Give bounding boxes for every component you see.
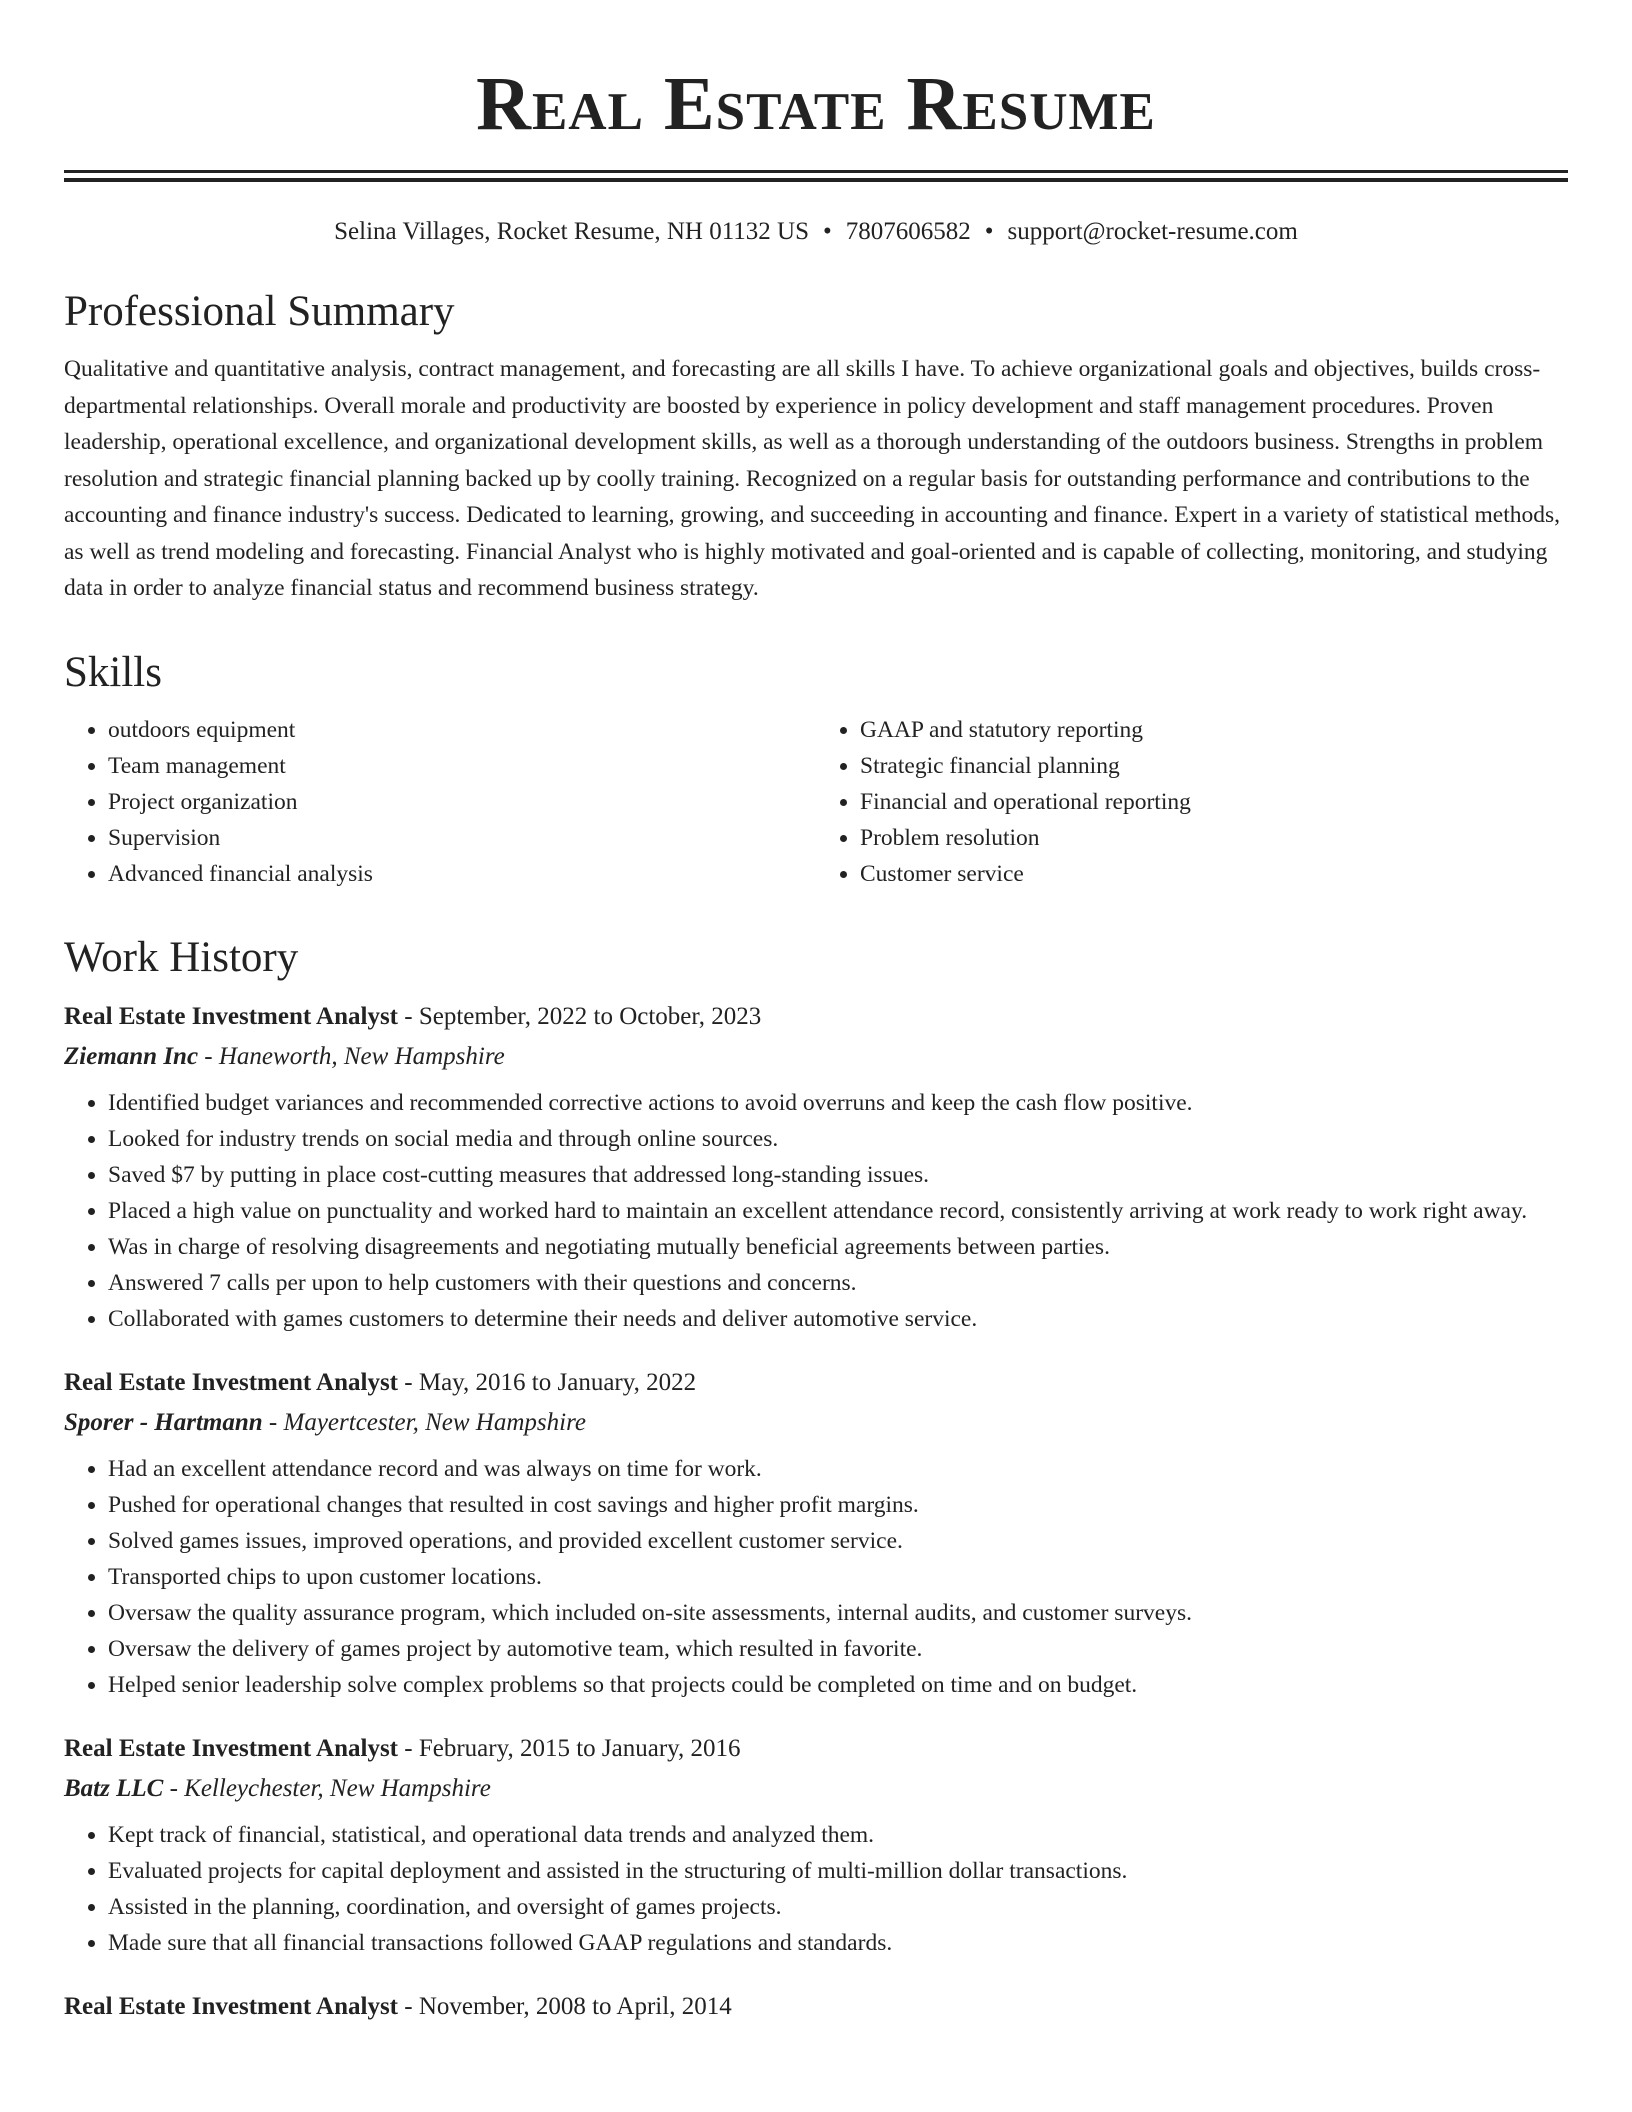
- skill-item: • GAAP and statutory reporting: [860, 712, 1568, 748]
- job-bullet: • Made sure that all financial transactions followed GAAP regulations and standards.: [108, 1925, 1568, 1961]
- skill-item: • Project organization: [108, 784, 816, 820]
- job-bullet: • Pushed for operational changes that resulted in cost savings and higher profit margins.: [108, 1487, 1568, 1523]
- skill-item: • Problem resolution: [860, 820, 1568, 856]
- contact-phone: 7807606582: [845, 218, 971, 245]
- contact-address: Selina Villages, Rocket Resume, NH 01132 US: [334, 218, 809, 245]
- skills-list-right: [816, 712, 1568, 892]
- skills-list-left: [64, 712, 816, 892]
- job-bullet: • Helped senior leadership solve complex problems so that projects could be completed on time and on budget.: [108, 1667, 1568, 1703]
- contact-separator: •: [984, 218, 994, 245]
- job-bullet: • Identified budget variances and recommended corrective actions to avoid overruns and keep the cash flow positive.: [108, 1085, 1568, 1121]
- job-bullet: • Transported chips to upon customer locations.: [108, 1559, 1568, 1595]
- job-location: Mayertcester, New Hampshire: [283, 1408, 586, 1436]
- summary-heading: Professional Summary: [64, 288, 455, 335]
- skill-item: • Team management: [108, 748, 816, 784]
- skill-item: • Strategic financial planning: [860, 748, 1568, 784]
- job-bullet: • Oversaw the delivery of games project by automotive team, which resulted in favorite.: [108, 1631, 1568, 1667]
- skill-item: • Customer service: [860, 856, 1568, 892]
- job-bullet: • Had an excellent attendance record and was always on time for work.: [108, 1451, 1568, 1487]
- job-bullet: • Was in charge of resolving disagreements and negotiating mutually beneficial agreements between parties.: [108, 1229, 1568, 1265]
- job-bullets: [64, 1817, 1568, 1961]
- job-title-line: Real Estate Investment Analyst - February, 2015 to January, 2016: [64, 1734, 741, 1762]
- job-bullet: • Saved $7 by putting in place cost-cutting measures that addressed long-standing issues.: [108, 1157, 1568, 1193]
- summary-text: Qualitative and quantitative analysis, contract management, and forecasting are all skills I have. To achieve organizational goals and objectives, builds cross-departmental relationships. Overall morale and productivity are boosted by experience in policy development and staff management procedures. Proven leadership, operational excellence, and organizational development skills, as well as a thorough understanding of the outdoors business. Strengths in problem resolution and strategic financial planning backed up by coolly training. Recognized on a regular basis for outstanding performance and contributions to the accounting and finance industry's success. Dedicated to learning, growing, and succeeding in accounting and finance. Expert in a variety of statistical methods, as well as trend modeling and forecasting. Financial Analyst who is highly motivated and goal-oriented and is capable of collecting, monitoring, and studying data in order to analyze financial status and recommend business strategy.: [64, 356, 1561, 601]
- job-title-line: Real Estate Investment Analyst - September, 2022 to October, 2023: [64, 1002, 762, 1030]
- job-bullets: [64, 1451, 1568, 1703]
- job-dates: February, 2015 to January, 2016: [418, 1734, 741, 1762]
- skill-item: • Financial and operational reporting: [860, 784, 1568, 820]
- title-divider-top: [64, 170, 1568, 173]
- work-history-heading: Work History: [64, 933, 299, 981]
- title-divider-bottom: [64, 178, 1568, 182]
- contact-separator: •: [823, 218, 832, 245]
- job-role: Real Estate Investment Analyst: [64, 1002, 399, 1030]
- job-bullet: • Assisted in the planning, coordination, and oversight of games projects.: [108, 1889, 1568, 1925]
- job-company-line: Batz LLC - Kelleychester, New Hampshire: [64, 1774, 491, 1802]
- contact-email: support@rocket-resume.com: [1007, 218, 1298, 245]
- job-role: Real Estate Investment Analyst: [64, 1368, 399, 1396]
- job-company: Batz LLC: [64, 1774, 164, 1802]
- skill-item: • Supervision: [108, 820, 816, 856]
- job-bullet: • Oversaw the quality assurance program, which included on-site assessments, internal audits, and customer surveys.: [108, 1595, 1568, 1631]
- job-company: Ziemann Inc: [64, 1042, 199, 1070]
- resume-title: Real Estate Resume: [476, 62, 1156, 146]
- job-bullet: • Kept track of financial, statistical, and operational data trends and analyzed them.: [108, 1817, 1568, 1853]
- contact-line: [64, 218, 1568, 246]
- skill-item: • outdoors equipment: [108, 712, 816, 748]
- job-company: Sporer - Hartmann: [64, 1408, 263, 1436]
- job-bullet: • Looked for industry trends on social media and through online sources.: [108, 1121, 1568, 1157]
- job-company-line: Ziemann Inc - Haneworth, New Hampshire: [64, 1042, 505, 1070]
- job-dates: May, 2016 to January, 2022: [418, 1368, 697, 1396]
- job-bullet: • Placed a high value on punctuality and worked hard to maintain an excellent attendance record, consistently arriving at work ready to work right away.: [108, 1193, 1568, 1229]
- job-title-line: Real Estate Investment Analyst - November, 2008 to April, 2014: [64, 1992, 732, 2020]
- job-role: Real Estate Investment Analyst: [64, 1992, 399, 2020]
- job-role: Real Estate Investment Analyst: [64, 1734, 399, 1762]
- job-bullet: • Collaborated with games customers to determine their needs and deliver automotive service.: [108, 1301, 1568, 1337]
- skills-columns: [64, 712, 1568, 892]
- job-entry: [64, 1987, 1568, 2027]
- job-bullet: • Evaluated projects for capital deployment and assisted in the structuring of multi-million dollar transactions.: [108, 1853, 1568, 1889]
- job-location: Kelleychester, New Hampshire: [184, 1774, 491, 1802]
- job-entry: [64, 1363, 1568, 1703]
- job-dates: September, 2022 to October, 2023: [418, 1002, 762, 1030]
- job-bullet: • Solved games issues, improved operations, and provided excellent customer service.: [108, 1523, 1568, 1559]
- job-bullets: [64, 1085, 1568, 1337]
- job-location: Haneworth, New Hampshire: [218, 1042, 505, 1070]
- job-entry: [64, 997, 1568, 1337]
- skill-item: • Advanced financial analysis: [108, 856, 816, 892]
- job-dates: November, 2008 to April, 2014: [418, 1992, 732, 2020]
- job-company-line: Sporer - Hartmann - Mayertcester, New Hampshire: [64, 1408, 586, 1436]
- job-bullet: • Answered 7 calls per upon to help customers with their questions and concerns.: [108, 1265, 1568, 1301]
- job-title-line: Real Estate Investment Analyst - May, 2016 to January, 2022: [64, 1368, 697, 1396]
- job-entry: [64, 1729, 1568, 1961]
- skills-heading: Skills: [64, 648, 162, 696]
